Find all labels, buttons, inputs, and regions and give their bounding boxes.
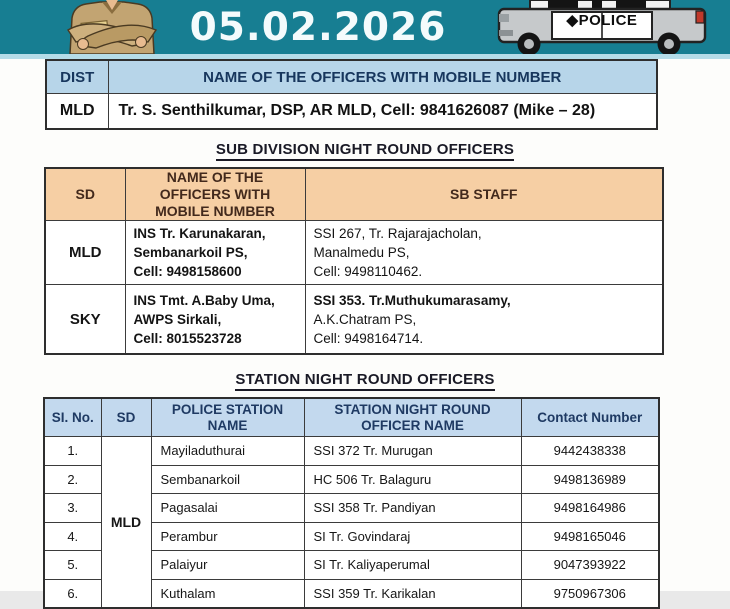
- contact-number: 9047393922: [521, 551, 659, 580]
- district-table-header-row: [46, 60, 657, 94]
- si-no-column-header: SI. No.: [44, 398, 101, 437]
- district-officer-row: [46, 94, 657, 130]
- sd-officer-cell: INS Tr. Karunakaran, Sembanarkoil PS, Cell: 9498158600: [125, 221, 305, 285]
- district-code: MLD: [46, 94, 108, 130]
- station-table: [43, 397, 660, 609]
- sub-division-header-row: [45, 168, 663, 221]
- sd-column-header: SD: [101, 398, 151, 437]
- police-station-name: Mayiladuthurai: [151, 437, 304, 466]
- night-round-officer-name: SSI 358 Tr. Pandiyan: [304, 494, 521, 523]
- serial-number: 4.: [44, 522, 101, 551]
- night-round-officer-column-header: STATION NIGHT ROUND OFFICER NAME: [304, 398, 521, 437]
- contact-number: 9498136989: [521, 465, 659, 494]
- police-station-name: Sembanarkoil: [151, 465, 304, 494]
- sub-division-row-sky: [45, 285, 663, 355]
- sub-division-section-title: SUB DIVISION NIGHT ROUND OFFICERS: [0, 141, 730, 161]
- police-badge-icon: ◆: [566, 12, 579, 29]
- police-officer-illustration: [52, 0, 172, 54]
- night-round-officer-name: SI Tr. Kaliyaperumal: [304, 551, 521, 580]
- contact-number: 9498165046: [521, 522, 659, 551]
- police-station-column-header: POLICE STATION NAME: [151, 398, 304, 437]
- sd-code: SKY: [45, 285, 125, 355]
- contact-number: 9498164986: [521, 494, 659, 523]
- serial-number: 6.: [44, 579, 101, 608]
- serial-number: 3.: [44, 494, 101, 523]
- night-round-officer-name: SSI 359 Tr. Karikalan: [304, 579, 521, 608]
- sb-staff-column-header: SB STAFF: [305, 168, 663, 221]
- sb-staff-cell: SSI 353. Tr.Muthukumarasamy, A.K.Chatram PS, Cell: 9498164714.: [305, 285, 663, 355]
- district-officer-table: [45, 59, 658, 130]
- police-station-name: Perambur: [151, 522, 304, 551]
- duty-date: 05.02.2026: [189, 5, 447, 50]
- officers-column-header: NAME OF THE OFFICERS WITH MOBILE NUMBER: [125, 168, 305, 221]
- police-station-name: Kuthalam: [151, 579, 304, 608]
- contact-number-column-header: Contact Number: [521, 398, 659, 437]
- sb-staff-cell: SSI 267, Tr. Rajarajacholan, Manalmedu PS, Cell: 9498110462.: [305, 221, 663, 285]
- contact-number: 9750967306: [521, 579, 659, 608]
- sd-group-code: MLD: [101, 437, 151, 609]
- sd-officer-cell: INS Tmt. A.Baby Uma, AWPS Sirkali, Cell: 8015523728: [125, 285, 305, 355]
- serial-number: 5.: [44, 551, 101, 580]
- police-station-name: Pagasalai: [151, 494, 304, 523]
- header-banner: [0, 0, 730, 54]
- station-header-row: [44, 398, 659, 437]
- night-round-officer-name: SI Tr. Govindaraj: [304, 522, 521, 551]
- serial-number: 1.: [44, 437, 101, 466]
- contact-number: 9442438338: [521, 437, 659, 466]
- sub-division-table: [44, 167, 664, 355]
- district-officer-detail: Tr. S. Senthilkumar, DSP, AR MLD, Cell: 9841626087 (Mike – 28): [108, 94, 657, 130]
- police-car-label: ◆POLICE: [566, 12, 638, 29]
- dist-column-header: DIST: [46, 60, 108, 94]
- sd-code: MLD: [45, 221, 125, 285]
- police-station-name: Palaiyur: [151, 551, 304, 580]
- serial-number: 2.: [44, 465, 101, 494]
- station-row: [44, 437, 659, 466]
- sd-column-header: SD: [45, 168, 125, 221]
- sub-division-row-mld: [45, 221, 663, 285]
- night-round-officer-name: HC 506 Tr. Balaguru: [304, 465, 521, 494]
- station-section-title: STATION NIGHT ROUND OFFICERS: [0, 371, 730, 391]
- night-round-officer-name: SSI 372 Tr. Murugan: [304, 437, 521, 466]
- officer-name-column-header: NAME OF THE OFFICERS WITH MOBILE NUMBER: [108, 60, 657, 94]
